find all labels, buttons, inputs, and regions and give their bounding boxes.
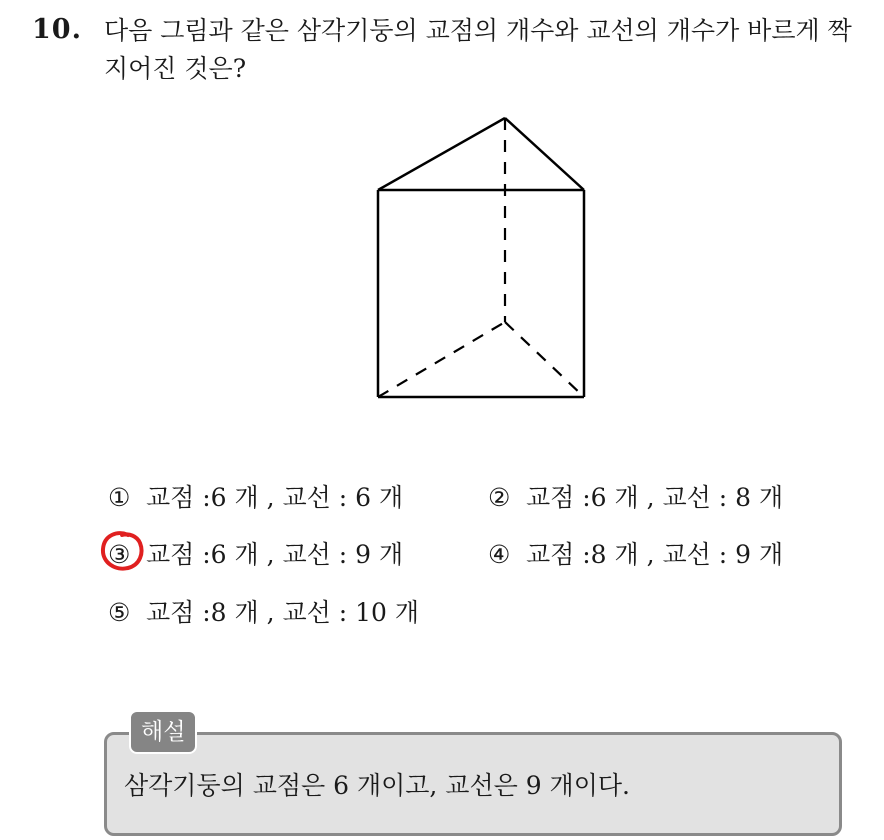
hidden-bottom-right-edge <box>505 322 584 397</box>
choice-5-text: 교점 :8 개 , 교선 : 10 개 <box>146 598 420 627</box>
choice-2[interactable] <box>488 478 783 514</box>
hidden-bottom-left-edge <box>378 322 505 397</box>
choice-2-text: 교점 :6 개 , 교선 : 8 개 <box>526 483 784 512</box>
question-number: 10. <box>32 14 82 45</box>
choice-3-mark: ③ <box>108 540 131 569</box>
choice-5[interactable] <box>108 593 419 629</box>
red-answer-circle-icon <box>98 527 148 575</box>
triangular-prism-diagram <box>340 100 600 410</box>
solution-label: 해설 <box>129 710 197 754</box>
choice-1[interactable] <box>108 478 403 514</box>
choice-5-mark: ⑤ <box>108 598 131 627</box>
top-edge-right <box>505 118 584 190</box>
top-edge-left <box>378 118 505 190</box>
choice-1-text: 교점 :6 개 , 교선 : 6 개 <box>146 483 404 512</box>
choice-4-mark: ④ <box>488 540 511 569</box>
choice-3[interactable] <box>108 535 403 571</box>
choice-4-text: 교점 :8 개 , 교선 : 9 개 <box>526 540 784 569</box>
choice-3-text: 교점 :6 개 , 교선 : 9 개 <box>146 540 404 569</box>
solution-text: 삼각기둥의 교점은 6 개이고, 교선은 9 개이다. <box>124 771 630 800</box>
choice-2-mark: ② <box>488 483 511 512</box>
choice-4[interactable] <box>488 535 783 571</box>
choice-1-mark: ① <box>108 483 131 512</box>
question-text: 다음 그림과 같은 삼각기둥의 교점의 개수와 교선의 개수가 바르게 짝지어진 것은? <box>104 16 852 83</box>
